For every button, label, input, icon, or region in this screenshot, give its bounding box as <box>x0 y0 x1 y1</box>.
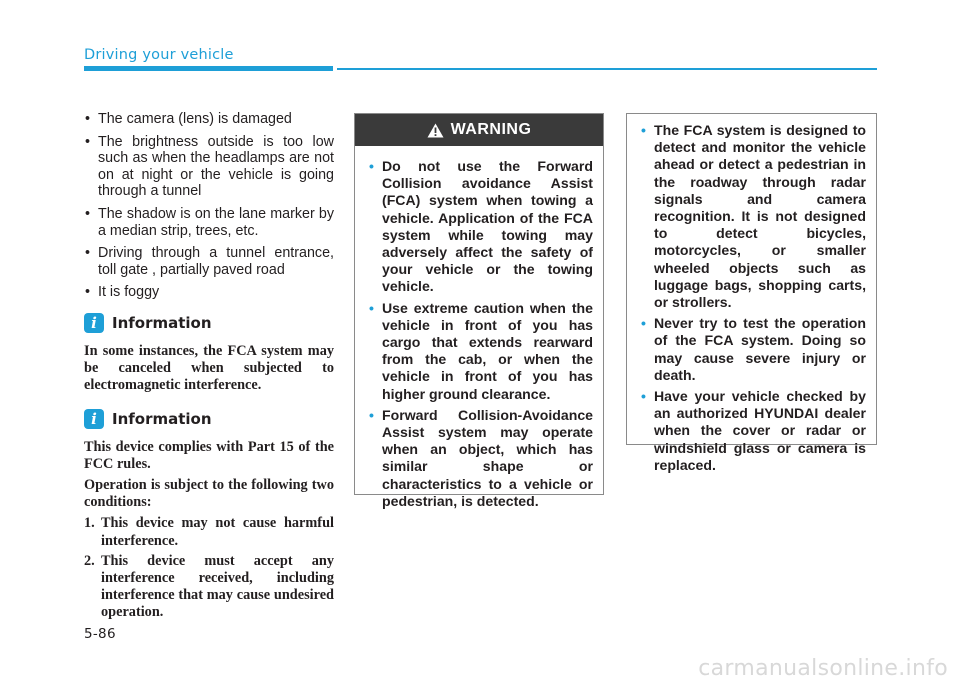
list-item: • Forward Collision-Avoidance Assist system may operate when an object, which has similar shape or characteristics to a vehicle or pedestrian, is detected. <box>369 407 593 510</box>
warning-continued-list <box>627 114 876 474</box>
warning-header <box>355 114 603 146</box>
list-number: 2. <box>84 552 95 569</box>
information-heading-1 <box>84 313 334 333</box>
list-item: • Have your vehicle checked by an authorized HYUNDAI dealer when the cover or radar or windshield glass or camera is replaced. <box>641 388 866 474</box>
list-item: • Driving through a tunnel entrance, toll gate , partially paved road <box>84 245 334 278</box>
page-number: 5-86 <box>84 626 116 642</box>
list-item: • The camera (lens) is damaged <box>84 111 334 128</box>
information-paragraph: Operation is subject to the following two conditions: <box>84 476 334 511</box>
watermark: carmanualsonline.info <box>698 656 948 681</box>
list-item: • The brightness outside is too low such as when the headlamps are not on at night or the vehicle is going through a tunnel <box>84 134 334 200</box>
list-item: • The shadow is on the lane marker by a median strip, trees, etc. <box>84 206 334 239</box>
information-paragraph: This device complies with Part 15 of the FCC rules. <box>84 438 334 472</box>
header-rule-thin <box>337 68 877 70</box>
information-title: Information <box>112 409 212 428</box>
warning-triangle-icon <box>427 123 444 138</box>
section-title: Driving your vehicle <box>84 47 234 63</box>
list-item: • Use extreme caution when the vehicle in front of you has cargo that extends rearward from the cab, or when the vehicle in front of you has higher ground clearance. <box>369 300 593 403</box>
information-text: In some instances, the FCA system may be canceled when subjected to electromagnetic interference. <box>84 342 334 394</box>
list-text: This device must accept any interference received, including interference that may cause undesired operation. <box>101 552 334 621</box>
fcc-conditions-list <box>84 515 334 621</box>
list-number: 1. <box>84 515 95 532</box>
list-text: This device may not cause harmful interference. <box>101 515 334 549</box>
list-item: • Never try to test the operation of the FCA system. Doing so may cause severe injury or death. <box>641 315 866 384</box>
info-icon: i <box>84 313 104 333</box>
header-rule-thick <box>84 66 333 71</box>
warning-box <box>354 113 604 509</box>
list-item: • The FCA system is designed to detect and monitor the vehicle ahead or detect a pedestrian in the roadway through radar signals and camera recognition. It is not designed to detect bicycles, motorcycles, or smaller wheeled objects such as luggage bags, shopping carts, or strollers. <box>641 122 866 311</box>
information-title: Information <box>112 313 212 332</box>
left-column <box>84 111 334 625</box>
warning-continued-box <box>626 113 877 473</box>
list-item: • It is foggy <box>84 284 334 301</box>
warning-list <box>355 146 603 510</box>
information-heading-2 <box>84 409 334 429</box>
condition-list <box>84 111 334 301</box>
list-item: • Do not use the Forward Collision avoidance Assist (FCA) system when towing a vehicle. Application of the FCA system while towing may adversely affect the safety of your vehicle or the towing vehicle. <box>369 158 593 296</box>
list-item <box>84 515 334 549</box>
list-item <box>84 553 334 622</box>
info-icon: i <box>84 409 104 429</box>
warning-title: WARNING <box>450 121 532 138</box>
